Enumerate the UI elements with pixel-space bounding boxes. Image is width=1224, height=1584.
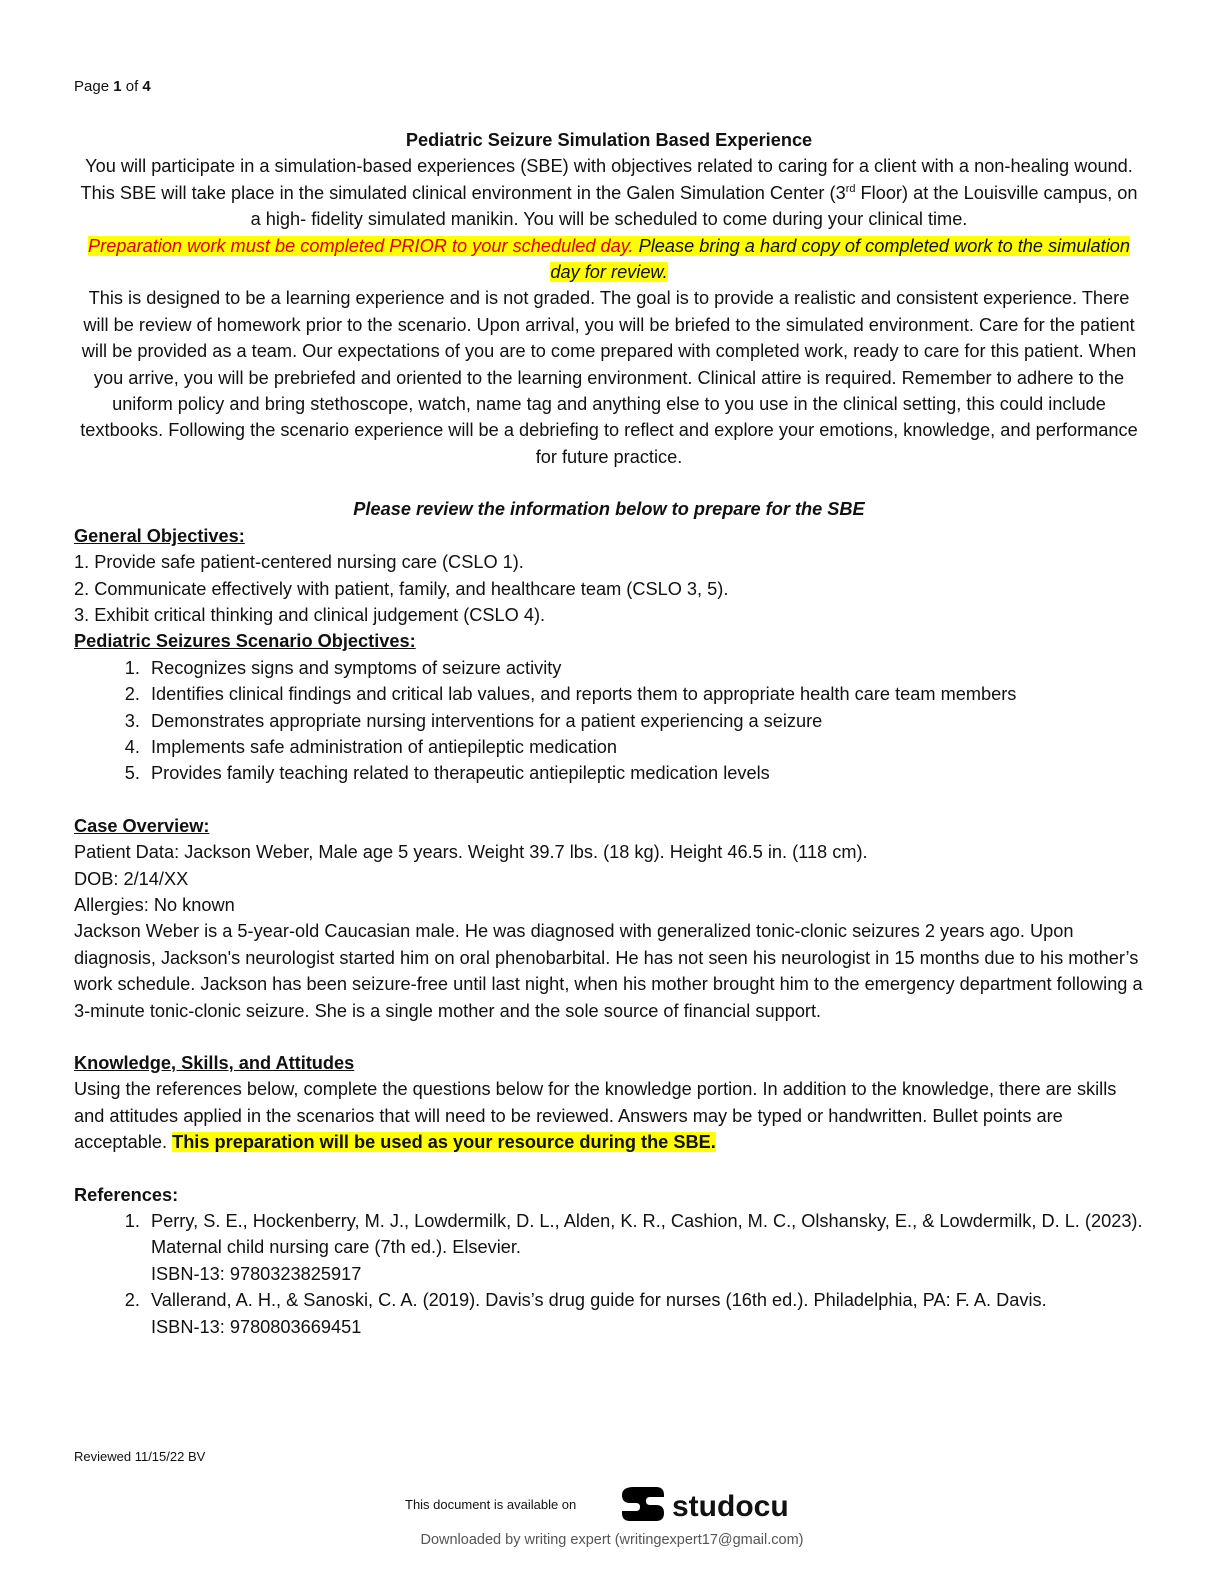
scenario-objectives-heading: Pediatric Seizures Scenario Objectives:	[74, 631, 416, 652]
experience-paragraph: This is designed to be a learning experience and is not graded. The goal is to provide a realistic and consistent experience. There will be review of homework prior to the scenario. Upon arrival, you will be briefed to the simulated environment. Care for the patient will be provided as a team. Our expectations of you are to come prepared with completed work, ready to care for this patient. When you arrive, you will be prebriefed and oriented to the learning environment. Clinical attire is required. Remember to adhere to the uniform policy and bring stethoscope, watch, name tag and anything else to you use in the clinical setting, this could include textbooks. Following the scenario experience will be a debriefing to reflect and explore your emotions, knowledge, and performance for future practice.	[80, 288, 1138, 467]
reference-citation: 1. Perry, S. E., Hockenberry, M. J., Lowdermilk, D. L., Alden, K. R., Cashion, M. C., Olshansky, E., & Lowdermilk, D. L. (2023). Maternal child nursing care (7th ed.). Elsevier.	[151, 1211, 1143, 1258]
patient-allergies: Allergies: No known	[74, 894, 235, 915]
scenario-objective-item: 1. Recognizes signs and symptoms of seizure activity	[145, 655, 1144, 681]
scenario-objective-item: 2. Identifies clinical findings and critical lab values, and reports them to appropriate health care team members	[145, 681, 1144, 707]
reference-isbn: ISBN-13: 9780323825917	[151, 1263, 362, 1284]
scenario-objective-item: 5. Provides family teaching related to therapeutic antiepileptic medication levels	[145, 760, 1144, 786]
studocu-logo[interactable]	[620, 1483, 789, 1530]
general-objectives-heading: General Objectives:	[74, 525, 245, 546]
case-overview-heading: Case Overview:	[74, 815, 210, 836]
patient-dob: DOB: 2/14/XX	[74, 868, 189, 889]
document-body	[74, 127, 1144, 1340]
page-number: Page 1 of 4	[74, 78, 151, 95]
scenario-objective-item: 4. Implements safe administration of antiepileptic medication	[145, 734, 1144, 760]
studocu-logo-icon	[620, 1483, 666, 1530]
general-objective-item: 3. Exhibit critical thinking and clinical judgement (CSLO 4).	[74, 604, 546, 625]
document-title: Pediatric Seizure Simulation Based Experience	[405, 130, 813, 150]
intro-paragraph: You will participate in a simulation-based experiences (SBE) with objectives related to caring for a client with a non-healing wound. This SBE will take place in the simulated clinical environment in the Galen Simulation Center (3rd Floor) at the Louisville campus, on a high- fidelity simulated manikin. You will be scheduled to come during your clinical time.	[80, 156, 1138, 230]
reference-item	[145, 1287, 1144, 1340]
preparation-notice: Preparation work must be completed PRIOR to your scheduled day. Please bring a hard copy of completed work to the simulation day for review.	[88, 235, 1130, 283]
reference-isbn: ISBN-13: 9780803669451	[151, 1316, 362, 1337]
review-note: Please review the information below to prepare for the SBE	[353, 499, 865, 520]
scenario-objectives-list	[74, 655, 1144, 787]
available-on-text: This document is available on	[405, 1497, 577, 1512]
studocu-brand: studocu	[672, 1489, 789, 1523]
ksa-paragraph: Using the references below, complete the questions below for the knowledge portion. In addition to the knowledge, there are skills and attitudes applied in the scenarios that will need to be reviewed. Answers may be typed or handwritten. Bullet points are acceptable. This preparation will be used as your resource during the SBE.	[74, 1079, 1117, 1153]
case-narrative: Jackson Weber is a 5-year-old Caucasian male. He was diagnosed with generalized tonic-clonic seizures 2 years ago. Upon diagnosis, Jackson's neurologist started him on oral phenobarbital. He has not seen his neurologist in 15 months due to his mother’s work schedule. Jackson has been seizure-free until last night, when his mother brought him to the emergency department following a 3-minute tonic-clonic seizure. She is a single mother and the sole source of financial support.	[74, 921, 1143, 1021]
patient-data: Patient Data: Jackson Weber, Male age 5 years. Weight 39.7 lbs. (18 kg). Height 46.5 in. (118 cm).	[74, 842, 868, 863]
reviewed-note: Reviewed 11/15/22 BV	[74, 1449, 206, 1464]
references-list	[74, 1208, 1144, 1340]
reference-item	[145, 1208, 1144, 1287]
download-info: Downloaded by writing expert (writingexpert17@gmail.com)	[420, 1532, 804, 1548]
general-objective-item: 1. Provide safe patient-centered nursing care (CSLO 1).	[74, 552, 524, 573]
reference-citation: 2. Vallerand, A. H., & Sanoski, C. A. (2019). Davis’s drug guide for nurses (16th ed.). Philadelphia, PA: F. A. Davis.	[151, 1290, 1047, 1311]
references-heading: References:	[74, 1184, 179, 1205]
ksa-heading: Knowledge, Skills, and Attitudes	[74, 1053, 355, 1073]
general-objective-item: 2. Communicate effectively with patient, family, and healthcare team (CSLO 3, 5).	[74, 578, 729, 599]
scenario-objective-item: 3. Demonstrates appropriate nursing interventions for a patient experiencing a seizure	[145, 708, 1144, 734]
